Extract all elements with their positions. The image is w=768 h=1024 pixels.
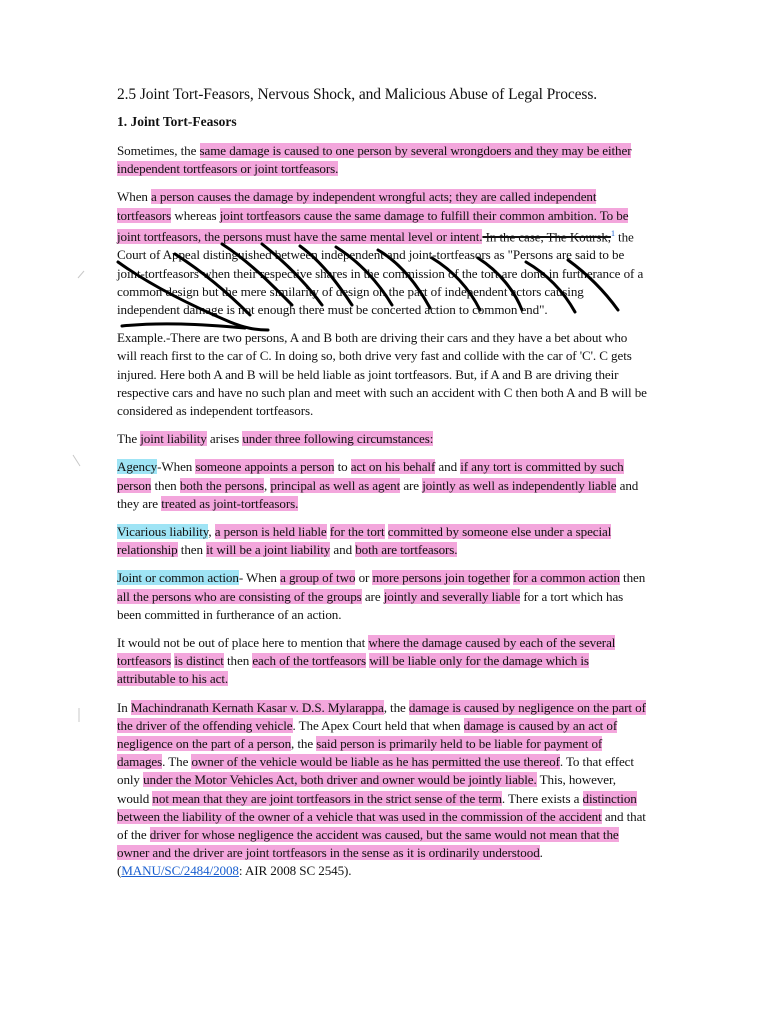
text: and (435, 459, 461, 475)
text: and that of the (117, 808, 646, 843)
highlight: principal as well as agent (270, 477, 401, 493)
highlight: all the persons who are consisting of the groups (117, 588, 362, 604)
highlight: where the damage caused by each of the several tortfeasors (117, 635, 616, 669)
highlight: distinction between the liability of the owner of a vehicle that was used in the commission of the accident (117, 790, 637, 824)
text: are (361, 588, 384, 604)
margin-mark (78, 271, 84, 278)
highlight: joint tortfeasors cause the same damage to fulfill their common ambition. To be joint tortfeasors, the persons must have the same mental level or intent. (117, 207, 629, 245)
highlight: someone appoints a person (195, 459, 335, 475)
highlight: will be liable only for the damage which is attributable to his act. (117, 653, 589, 687)
highlight: Machindranath Kernath Kasar v. D.S. Mylarappa (130, 699, 384, 715)
text: , the (383, 699, 409, 715)
text: and they are (117, 477, 639, 511)
text: then (619, 570, 646, 586)
paragraph-joint-action (117, 569, 649, 624)
highlight: committed by someone else under a special relationship (117, 524, 612, 558)
highlight-blue: Vicarious liability (117, 524, 209, 540)
highlight: is distinct (174, 653, 224, 669)
text: . The (162, 754, 192, 770)
text: then (177, 542, 207, 558)
highlight: damage is caused by an act of negligence on the part of a person (117, 717, 618, 752)
highlight-blue: Agency (117, 459, 158, 475)
highlight: under three following circumstances: (242, 431, 434, 447)
highlight: said person is primarily held to be liable for payment of damages (117, 736, 603, 770)
highlight: a person is held liable (214, 524, 327, 540)
text: or (355, 570, 373, 586)
highlight: for a common action (513, 570, 620, 586)
footnote-ref[interactable]: 1 (610, 228, 615, 238)
text: . To that effect only (117, 754, 634, 788)
text: -When (157, 459, 196, 475)
text: Sometimes, the (117, 143, 200, 158)
paragraph-example: Example.-There are two persons, A and B both are driving their cars and they have a bet about who will reach first to the car of C. In doing so, both drive very fast and collide with the car of 'C'. C gets injured. Here both A and B will be held liable as joint tortfeasors. But, if A and B are driving their respective cars and have no such plan and meet with such an accident with C then both A and B will be considered as independent tortfeasors. (117, 330, 647, 418)
text: . ( (117, 845, 543, 879)
text: then (151, 477, 180, 493)
highlight: a person causes the damage by independent wrongful acts; they are called independent tortfeasors (117, 189, 597, 223)
paragraph-joint-liability (117, 430, 649, 448)
text: In (117, 699, 131, 715)
text: and (330, 542, 356, 558)
highlight: driver for whose negligence the accident was caused, but the same would not mean that the owner and the driver are joint tortfeasors in the sense as it is ordinarily understood (117, 827, 619, 861)
highlight: owner of the vehicle would be liable as he has permitted the use thereof (191, 754, 560, 770)
struck-text: In the case, The Koursk, (482, 229, 611, 245)
paragraph-vicarious (117, 523, 649, 559)
highlight: each of the tortfeasors (252, 653, 366, 669)
highlight: it will be a joint liability (206, 542, 331, 558)
text: This, however, would (117, 772, 616, 806)
paragraph-agency (117, 458, 649, 513)
text: , (264, 477, 271, 493)
paragraph-definition (117, 188, 649, 319)
text: are (400, 477, 423, 493)
highlight-blue: Joint or common action (117, 570, 239, 586)
highlight: a group of two (280, 570, 356, 586)
highlight: joint liability (140, 431, 207, 447)
text: . The Apex Court held that when (292, 717, 464, 733)
paragraph-intro (117, 142, 649, 178)
highlight: under the Motor Vehicles Act, both driver and owner would be jointly liable. (143, 772, 537, 788)
highlight: treated as joint-tortfeasors. (161, 495, 299, 511)
text: , the (291, 736, 317, 752)
document-page (117, 86, 649, 891)
highlight: damage is caused by negligence on the part of the driver of the offending vehicle (117, 699, 646, 733)
highlight: both the persons (179, 477, 265, 493)
paragraph-case-law (117, 699, 649, 881)
scribbled-text: the Court of Appeal distinguished between independent and joint-tortfeasors as "Persons are said to be joint-tortfeasors when their respective shares in the commission of the tort are done in furtherance of a common design but the mere similarity of design on the part of independent actors causing independent damage is not enough there must be concerted action to common end". (117, 229, 644, 317)
paragraph-distinct-damage (117, 634, 649, 689)
highlight: both are tortfeasors. (355, 542, 458, 558)
highlight: jointly as well as independently liable (422, 477, 617, 493)
highlight: jointly and severally liable (383, 588, 521, 604)
highlight: same damage is caused to one person by several wrongdoers and they may be either independent tortfeasors or joint tortfeasors. (117, 143, 632, 177)
text: It would not be out of place here to mention that (117, 635, 369, 651)
text: then (223, 653, 253, 669)
highlight: more persons join together (372, 570, 510, 586)
text: : AIR 2008 SC 2545). (238, 863, 352, 879)
margin-mark (73, 455, 80, 466)
highlight: for the tort (329, 524, 385, 540)
text: for a tort which has been committed in furtherance of an action. (117, 588, 624, 622)
highlight: if any tort is committed by such person (117, 459, 624, 493)
highlight: act on his behalf (350, 459, 436, 475)
text: , (208, 524, 215, 540)
text: - When (238, 570, 281, 586)
text: arises (206, 431, 243, 447)
subsection-heading: 1. Joint Tort-Feasors (117, 114, 237, 129)
text: When (117, 189, 152, 205)
text: The (117, 431, 141, 447)
citation-link[interactable]: MANU/SC/2484/2008 (121, 863, 239, 879)
text: to (334, 459, 351, 475)
text: . There exists a (501, 790, 583, 806)
text: whereas (171, 207, 220, 223)
highlight: not mean that they are joint tortfeasors in the strict sense of the term (152, 790, 502, 806)
section-title: 2.5 Joint Tort-Feasors, Nervous Shock, and Malicious Abuse of Legal Process. (117, 86, 598, 103)
